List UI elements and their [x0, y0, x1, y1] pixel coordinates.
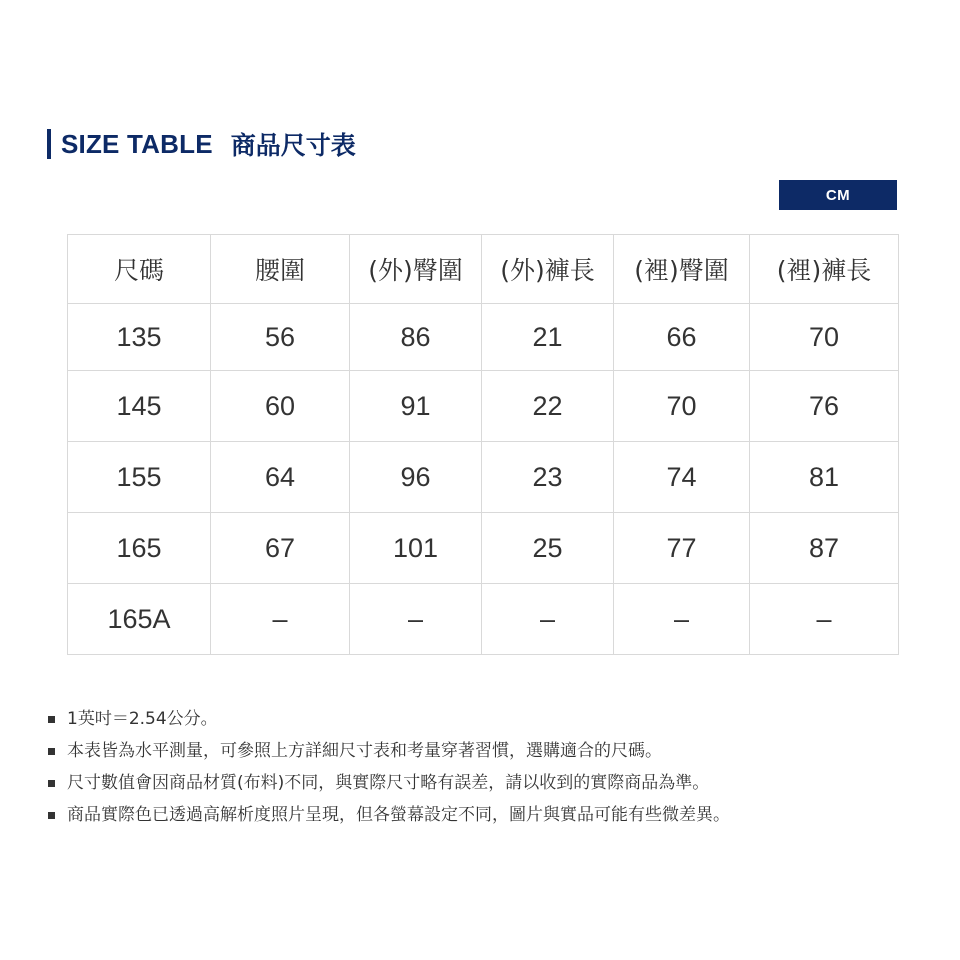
table-cell: 74: [614, 442, 750, 513]
table-cell: 70: [750, 304, 899, 371]
table-row: [68, 442, 899, 513]
header-size: 尺碼: [68, 235, 211, 304]
list-item: [48, 703, 730, 735]
table-row: [68, 513, 899, 584]
table-cell: 165A: [68, 584, 211, 655]
table-cell: 22: [482, 371, 614, 442]
table-cell: 56: [211, 304, 350, 371]
table-cell: –: [211, 584, 350, 655]
title-accent-bar: [47, 129, 51, 159]
list-item: [48, 799, 730, 831]
square-bullet-icon: [48, 716, 55, 723]
table-cell: 101: [350, 513, 482, 584]
table-cell: 23: [482, 442, 614, 513]
table-cell: –: [750, 584, 899, 655]
table-cell: 91: [350, 371, 482, 442]
header-outer-length: (外)褲長: [482, 235, 614, 304]
note-text: 1英吋＝2.54公分。: [67, 709, 218, 729]
table-cell: 70: [614, 371, 750, 442]
table-cell: –: [350, 584, 482, 655]
table-cell: 155: [68, 442, 211, 513]
table-row: [68, 304, 899, 371]
table-cell: 21: [482, 304, 614, 371]
table-row: [68, 371, 899, 442]
table-row: [68, 584, 899, 655]
table-cell: 76: [750, 371, 899, 442]
table-cell: 60: [211, 371, 350, 442]
notes-list: [48, 703, 730, 831]
table-cell: 66: [614, 304, 750, 371]
header-inner-hip: (裡)臀圍: [614, 235, 750, 304]
square-bullet-icon: [48, 748, 55, 755]
table-header-row: [68, 235, 899, 304]
title-english: SIZE TABLE: [61, 128, 213, 159]
note-text: 本表皆為水平測量，可參照上方詳細尺寸表和考量穿著習慣，選購適合的尺碼。: [67, 741, 662, 761]
table-cell: 135: [68, 304, 211, 371]
table-cell: 81: [750, 442, 899, 513]
table-cell: –: [614, 584, 750, 655]
note-text: 商品實際色已透過高解析度照片呈現，但各螢幕設定不同，圖片與實品可能有些微差異。: [67, 805, 730, 825]
table-cell: 145: [68, 371, 211, 442]
table-cell: 77: [614, 513, 750, 584]
title-chinese: 商品尺寸表: [230, 131, 356, 160]
list-item: [48, 735, 730, 767]
table-cell: –: [482, 584, 614, 655]
table-cell: 67: [211, 513, 350, 584]
table-cell: 25: [482, 513, 614, 584]
header-inner-length: (裡)褲長: [750, 235, 899, 304]
page-title: [47, 127, 356, 161]
table-cell: 165: [68, 513, 211, 584]
table-cell: 96: [350, 442, 482, 513]
unit-badge: CM: [779, 180, 897, 210]
note-text: 尺寸數值會因商品材質(布料)不同，與實際尺寸略有誤差，請以收到的實際商品為準。: [67, 773, 710, 793]
header-waist: 腰圍: [211, 235, 350, 304]
table-cell: 86: [350, 304, 482, 371]
table-cell: 64: [211, 442, 350, 513]
table-cell: 87: [750, 513, 899, 584]
size-table: [67, 234, 899, 655]
square-bullet-icon: [48, 812, 55, 819]
header-outer-hip: (外)臀圍: [350, 235, 482, 304]
square-bullet-icon: [48, 780, 55, 787]
list-item: [48, 767, 730, 799]
